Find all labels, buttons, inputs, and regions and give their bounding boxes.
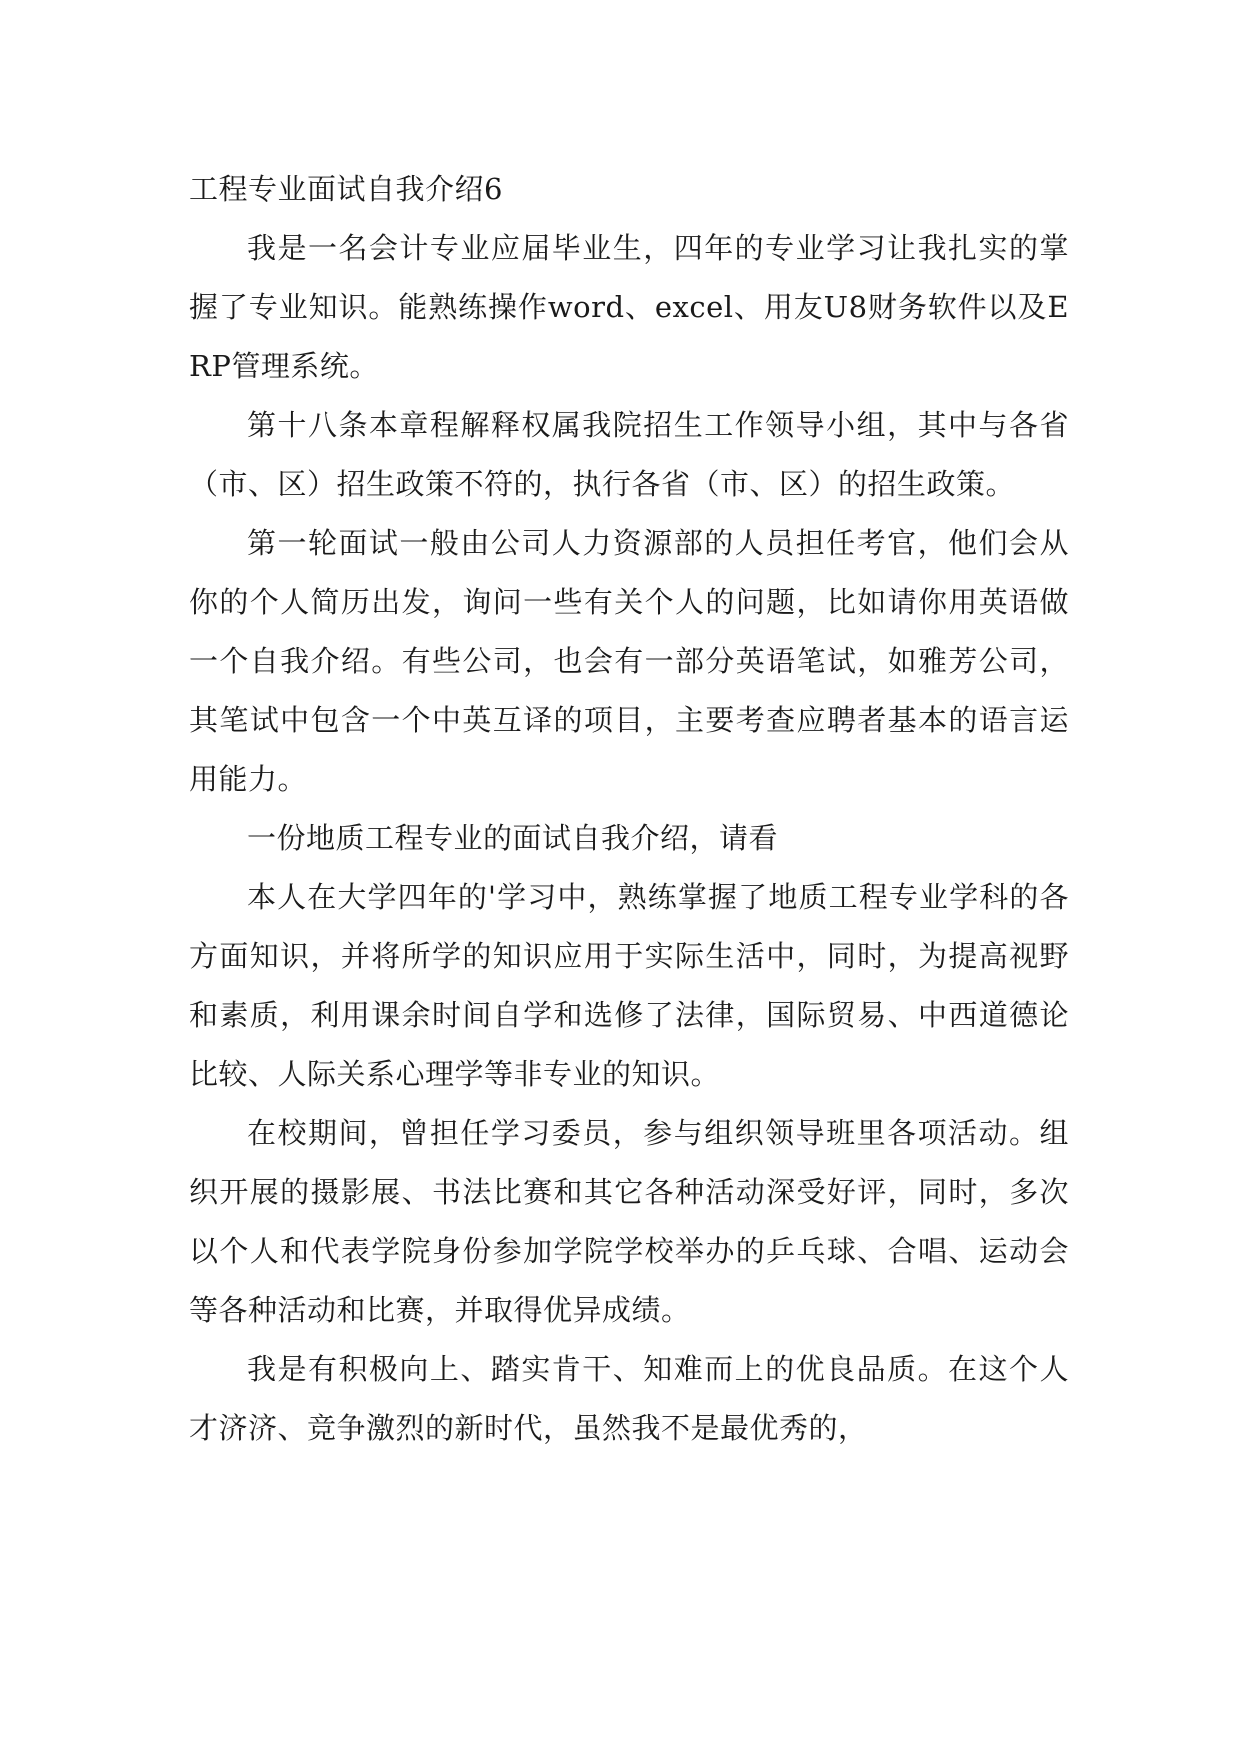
paragraph-admission-rules: 第十八条本章程解释权属我院招生工作领导小组，其中与各省（市、区）招生政策不符的，执行各省（市、区）的招生政策。 [189, 408, 1069, 501]
paragraph-first-interview-round: 第一轮面试一般由公司人力资源部的人员担任考官，他们会从你的个人简历出发，询问一些有关个人的问题，比如请你用英语做一个自我介绍。有些公司，也会有一部分英语笔试，如雅芳公司，其笔试中包含一个中英互译的项目，主要考查应聘者基本的语言运用能力。 [189, 526, 1069, 796]
paragraph-geology-intro-heading: 一份地质工程专业的面试自我介绍，请看 [247, 821, 779, 855]
paragraph-personal-qualities: 我是有积极向上、踏实肯干、知难而上的优良品质。在这个人才济济、竞争激烈的新时代，虽然我不是最优秀的， [189, 1352, 1069, 1445]
paragraph-accounting-graduate: 我是一名会计专业应届毕业生，四年的专业学习让我扎实的掌握了专业知识。能熟练操作word、excel、用友U8财务软件以及ERP管理系统。 [189, 231, 1069, 383]
paragraph-university-study: 本人在大学四年的'学习中，熟练掌握了地质工程专业学科的各方面知识，并将所学的知识应用于实际生活中，同时，为提高视野和素质，利用课余时间自学和选修了法律，国际贸易、中西道德论比较、人际关系心理学等非专业的知识。 [189, 880, 1069, 1091]
document-body [189, 160, 1069, 1458]
paragraph-campus-activities: 在校期间，曾担任学习委员，参与组织领导班里各项活动。组织开展的摄影展、书法比赛和其它各种活动深受好评，同时，多次以个人和代表学院身份参加学院学校举办的乒乓球、合唱、运动会等各种活动和比赛，并取得优异成绩。 [189, 1116, 1069, 1327]
document-title: 工程专业面试自我介绍6 [189, 172, 503, 206]
